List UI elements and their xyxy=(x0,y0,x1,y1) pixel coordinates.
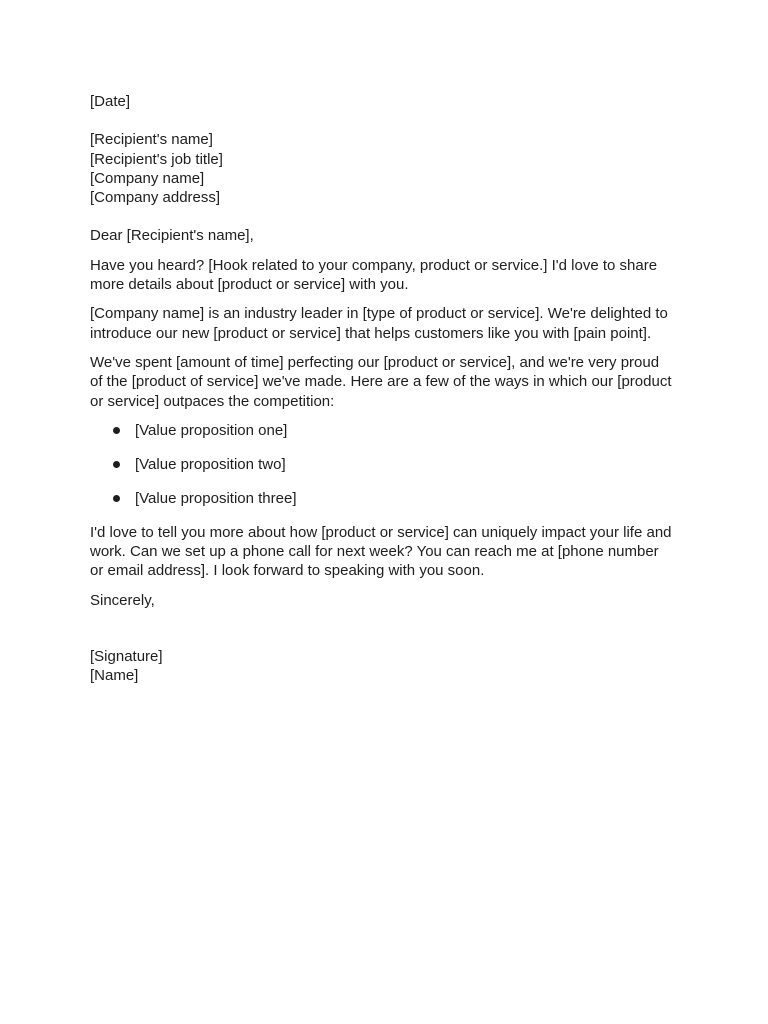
date-text: [Date] xyxy=(90,93,131,110)
paragraph-call-to-action xyxy=(90,523,678,581)
recipient-address: [Company address] xyxy=(90,189,221,207)
salutation xyxy=(90,226,678,245)
recipient-company: [Company name] xyxy=(90,169,205,187)
bullet-icon xyxy=(113,461,120,468)
value-proposition-list xyxy=(90,421,678,508)
recipient-name: [Recipient's name] xyxy=(90,131,213,149)
recipient-job-title: [Recipient's job title] xyxy=(90,150,223,168)
paragraph-line: or service] outpaces the competition: xyxy=(90,392,335,410)
paragraph-line: more details about [product or service] with you. xyxy=(90,276,409,294)
salutation-text: Dear [Recipient's name], xyxy=(90,227,254,245)
signature-text: [Signature] xyxy=(90,648,163,666)
value-proposition-text: [Value proposition two] xyxy=(135,455,286,473)
paragraph-product xyxy=(90,353,678,411)
bullet-icon xyxy=(113,427,120,434)
paragraph-line: I'd love to tell you more about how [product or service] can uniquely impact your life and xyxy=(90,523,672,541)
closing-text: Sincerely, xyxy=(90,591,155,609)
recipient-block xyxy=(90,130,678,207)
paragraph-line: or email address]. I look forward to speaking with you soon. xyxy=(90,562,485,580)
paragraph-line: [Company name] is an industry leader in [type of product or service]. We're delighted to xyxy=(90,305,668,323)
paragraph-line: introduce our new [product or service] that helps customers like you with [pain point]. xyxy=(90,324,652,342)
list-item xyxy=(90,489,678,508)
paragraph-line: of the [product of service] we've made. Here are a few of the ways in which our [product xyxy=(90,373,672,391)
closing xyxy=(90,591,678,610)
signature-block xyxy=(90,647,678,686)
paragraph-company xyxy=(90,304,678,343)
letter-date xyxy=(90,92,678,111)
sender-name: [Name] xyxy=(90,667,139,685)
paragraph-line: Have you heard? [Hook related to your company, product or service.] I'd love to share xyxy=(90,256,658,274)
paragraph-line: work. Can we set up a phone call for next week? You can reach me at [phone number xyxy=(90,543,659,561)
paragraph-intro xyxy=(90,256,678,295)
value-proposition-text: [Value proposition one] xyxy=(135,421,288,439)
bullet-icon xyxy=(113,495,120,502)
paragraph-line: We've spent [amount of time] perfecting our [product or service], and we're very proud xyxy=(90,353,660,371)
list-item xyxy=(90,421,678,440)
list-item xyxy=(90,455,678,474)
value-proposition-text: [Value proposition three] xyxy=(135,489,297,507)
